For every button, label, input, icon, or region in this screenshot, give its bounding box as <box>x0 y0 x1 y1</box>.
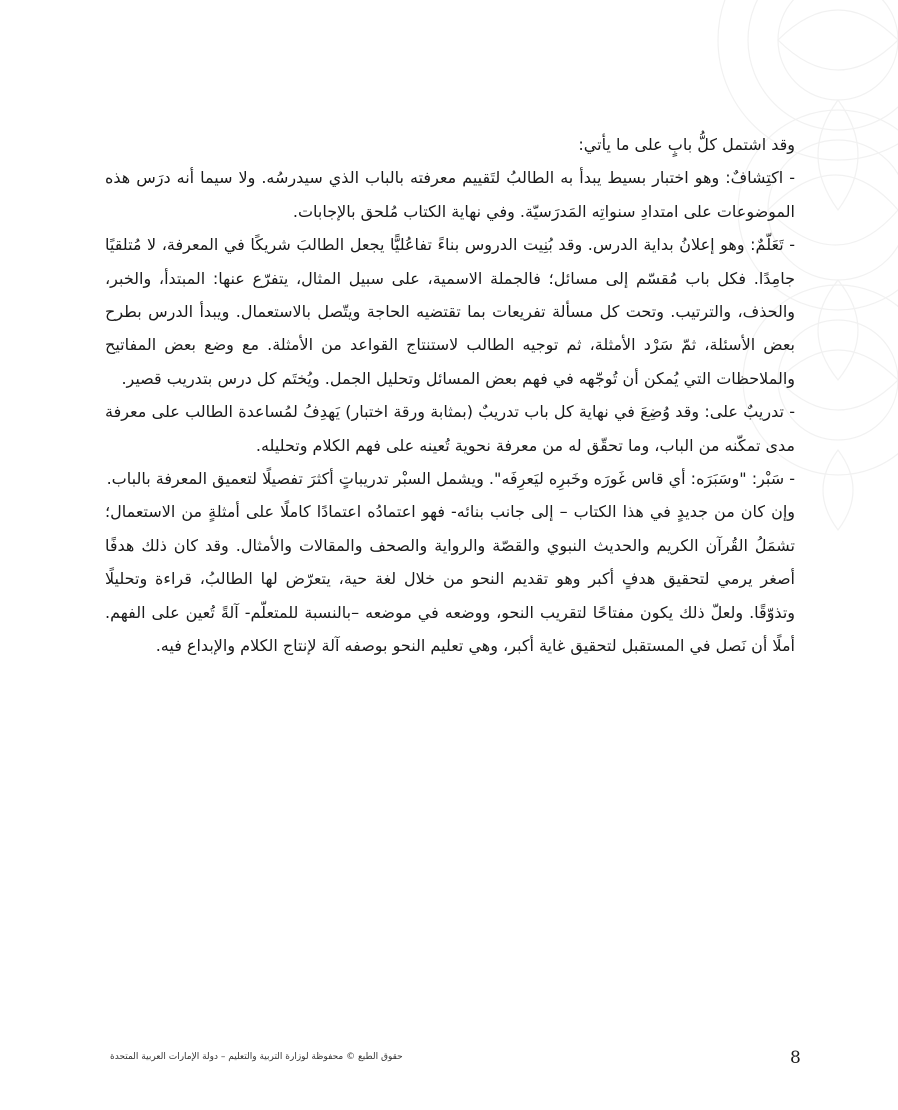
closing-paragraph: وإن كان من جديدٍ في هذا الكتاب – إلى جانب بنائه- فهو اعتمادُه اعتمادًا كاملًا على أمثلةٍ من الاستعمال؛ تشمَلُ القُرآن الكريم والحديث النبوي والقصّة والرواية والصحف والمقالات والأمثال. وقد كان ذلك هدفًا أصغر يرمي لتحقيق هدفٍ أكبر وهو تقديم النحو من خلال لغة حية، يتعرّض لها الطالبُ، قراءة وتحليلًا وتذوّقًا. ولعلّ ذلك يكون مفتاحًا لتقريب النحو، ووضعه في موضعه –بالنسبة للمتعلّم- آلةً تُعين على الفهم. أملًا أن نَصل في المستقبل لتحقيق غاية أكبر، وهي تعليم النحو بوصفه آلة لإنتاج الكلام والإبداع فيه. <box>105 502 795 656</box>
learn-paragraph: - تَعَلّمٌ: وهو إعلانُ بداية الدرس. وقد بُنِيت الدروس بناءً تفاعُليًّا يجعل الطالبَ شريكًا في المعرفة، لا مُتلقيًا جامِدًا. فكل باب مُقسّم إلى مسائل؛ فالجملة الاسمية، على سبيل المثال، يتفرّع عنها: المبتدأ، والخبر، والحذف، والترتيب. وتحت كل مسألة تفريعات بما تقتضيه الحاجة ويتّصل بالاستعمال. ويبدأ الدرس بطرح بعض الأسئلة، ثمّ سَرْد الأمثلة، ثم توجيه الطالب لاستنتاج القواعد من الأمثلة. مع وضع بعض المفاتيح والملاحظات التي يُمكن أن تُوجّهه في فهم بعض المسائل وتحليل الجمل. ويُختَم كل درس بتدريب قصير. <box>105 235 795 388</box>
discover-paragraph: - اكتِشافٌ: وهو اختبار بسيط يبدأ به الطالبُ لتَقييم معرفته بالباب الذي سيدرسُه. ولا سيما أنه درَس هذه الموضوعات على امتدادِ سنواتِه المَدرَسيّة. وفي نهاية الكتاب مُلحق بالإجابات. <box>105 168 795 221</box>
probe-paragraph: - سَبْر: "وسَبَرَه: أي قاس غَورَه وخَبرِه ليَعرِفَه". ويشمل السبْر تدريباتٍ أكثرَ تفصيلًا لتعميق المعرفة بالباب. <box>106 469 795 489</box>
practice-paragraph: - تدريبٌ على: وقد وُضِعَ في نهاية كل باب تدريبٌ (بمثابة ورقة اختبار) يَهدِفُ لمُساعدة الطالب على معرفة مدى تمكّنه من الباب، وما تحقّق له من معرفة نحوية تُعينه على فهم الكلام وتحليله. <box>105 402 795 455</box>
intro-paragraph: وقد اشتمل كلُّ بابٍ على ما يأتي: <box>578 135 795 154</box>
main-text <box>105 128 795 663</box>
copyright-notice: حقوق الطبع © محفوظة لوزارة التربية والتعليم – دولة الإمارات العربية المتحدة <box>110 1052 403 1062</box>
page-number: 8 <box>790 1048 801 1068</box>
